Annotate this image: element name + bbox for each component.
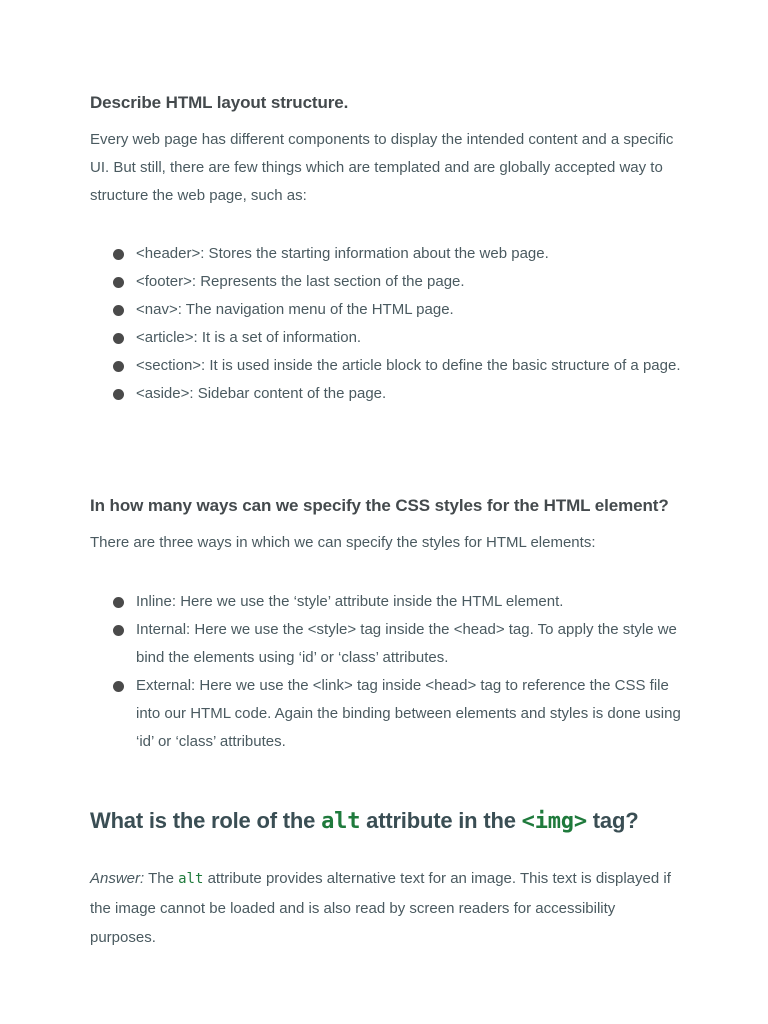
answer-label: Answer: — [90, 870, 145, 887]
answer-paragraph: Answer: The alt attribute provides alternative text for an image. This text is displayed if the image cannot be loaded and is also read by screen readers for accessibility purposes. — [90, 870, 671, 946]
css-method-list — [90, 588, 690, 756]
list-item: <nav>: The navigation menu of the HTML page. — [90, 296, 690, 324]
section-heading-css-styles: In how many ways can we specify the CSS styles for the HTML element? — [90, 496, 669, 515]
code-alt: alt — [321, 809, 361, 834]
bullet-icon — [113, 249, 124, 260]
bullet-icon — [113, 625, 124, 636]
list-item: <aside>: Sidebar content of the page. — [90, 380, 690, 408]
bullet-icon — [113, 389, 124, 400]
code-img-tag: <img> — [521, 809, 587, 834]
bullet-icon — [113, 597, 124, 608]
list-item: <article>: It is a set of information. — [90, 324, 690, 352]
list-item: <footer>: Represents the last section of the page. — [90, 268, 690, 296]
section-intro-css-styles: There are three ways in which we can specify the styles for HTML elements: — [90, 534, 596, 551]
bullet-icon — [113, 333, 124, 344]
list-item: External: Here we use the <link> tag inside <head> tag to reference the CSS file into our HTML code. Again the binding between elements and styles is done using ‘id’ or ‘class’ attributes. — [90, 672, 690, 756]
section-heading-alt-attribute: What is the role of the alt attribute in the <img> tag? — [90, 808, 639, 834]
bullet-icon — [113, 305, 124, 316]
section-heading-layout: Describe HTML layout structure. — [90, 93, 349, 112]
list-item: <section>: It is used inside the article block to define the basic structure of a page. — [90, 352, 690, 380]
layout-tag-list — [90, 240, 690, 408]
section-intro-layout: Every web page has different components to display the intended content and a specific UI. But still, there are few things which are templated and are globally accepted way to structure the web page, such as: — [90, 131, 674, 204]
list-item: Internal: Here we use the <style> tag inside the <head> tag. To apply the style we bind the elements using ‘id’ or ‘class’ attributes. — [90, 616, 690, 672]
bullet-icon — [113, 277, 124, 288]
bullet-icon — [113, 361, 124, 372]
code-alt-inline: alt — [178, 871, 204, 887]
list-item: <header>: Stores the starting information about the web page. — [90, 240, 690, 268]
bullet-icon — [113, 681, 124, 692]
list-item: Inline: Here we use the ‘style’ attribute inside the HTML element. — [90, 588, 690, 616]
